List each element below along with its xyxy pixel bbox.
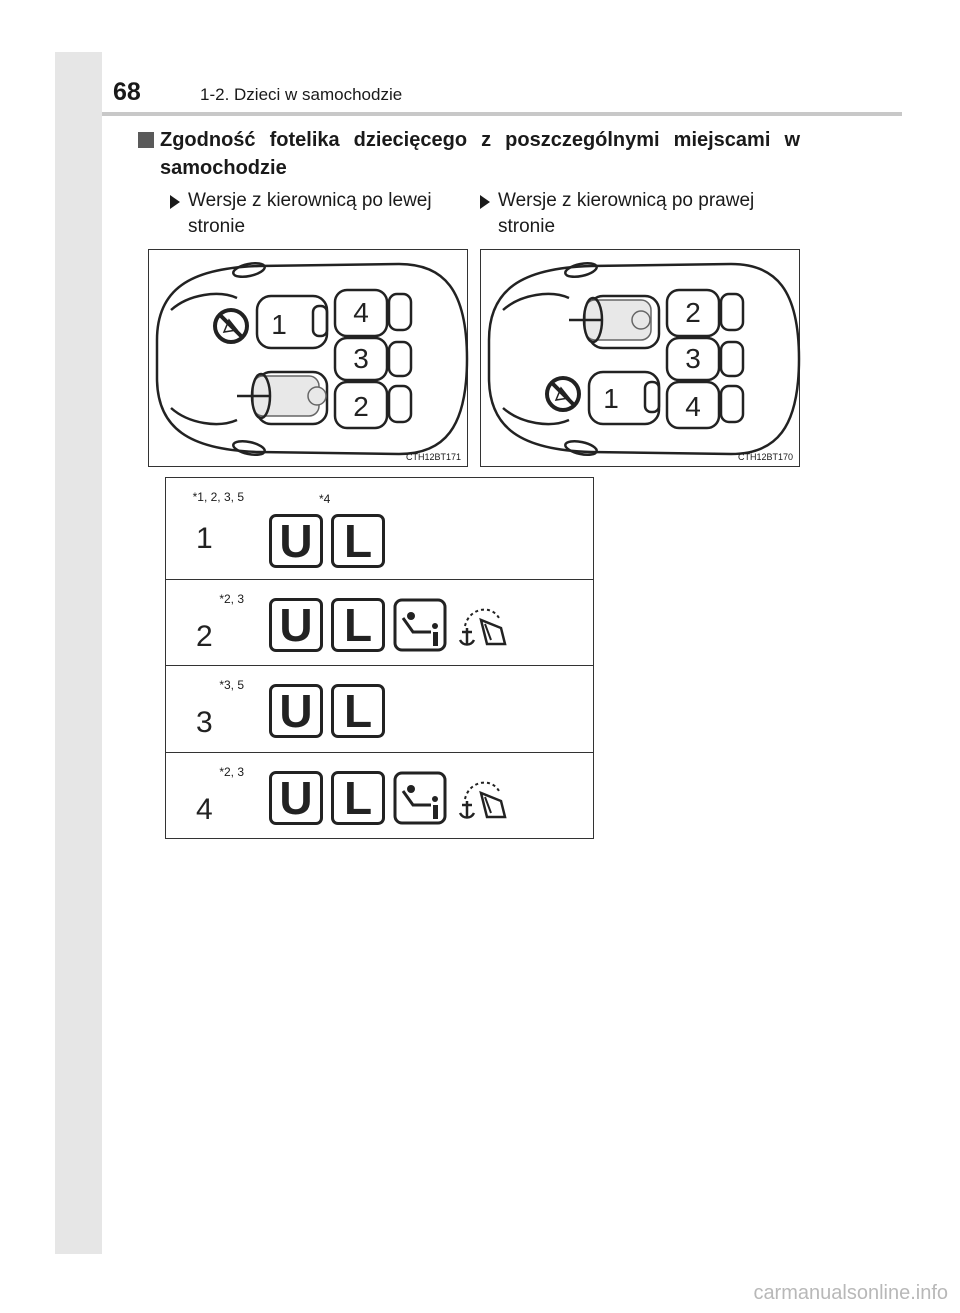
table-row bbox=[166, 579, 593, 665]
footnote-ref: *3, 5 bbox=[219, 678, 244, 692]
footnote-ref: *4 bbox=[319, 492, 331, 506]
triangle-bullet-icon bbox=[480, 195, 490, 209]
isofix-seat-icon bbox=[393, 598, 447, 652]
figure-code: CTH12BT170 bbox=[737, 452, 793, 462]
table-row bbox=[166, 665, 593, 752]
sub-item-left-hand-drive bbox=[170, 188, 470, 240]
triangle-bullet-icon bbox=[170, 195, 180, 209]
car-diagram-right-hand-drive bbox=[480, 249, 800, 467]
car-diagram-left-hand-drive bbox=[148, 249, 468, 467]
sub-item-label: Wersje z kierownicą po lewej stronie bbox=[188, 190, 432, 237]
svg-text:1: 1 bbox=[271, 309, 287, 340]
side-margin-bar bbox=[55, 52, 102, 1254]
seat-number: 3 bbox=[196, 706, 213, 739]
footnote-ref: *2, 3 bbox=[219, 592, 244, 606]
svg-text:2: 2 bbox=[353, 391, 369, 422]
square-bullet-icon bbox=[138, 132, 154, 148]
section-heading: Zgodność fotelika dziecięcego z poszczególnymi miejscami w samochodzie bbox=[160, 129, 800, 179]
figure-code: CTH12BT171 bbox=[405, 452, 461, 462]
svg-text:1: 1 bbox=[603, 383, 619, 414]
seat-compatibility-table bbox=[165, 477, 594, 839]
category-u-icon: U bbox=[269, 514, 323, 568]
category-l-icon: L bbox=[331, 514, 385, 568]
chapter-title: 1-2. Dzieci w samochodzie bbox=[200, 85, 403, 104]
header-rule bbox=[102, 112, 902, 116]
svg-text:2: 2 bbox=[685, 297, 701, 328]
category-icons bbox=[269, 684, 385, 738]
page-number: 68 bbox=[113, 78, 141, 106]
seat-cell bbox=[166, 580, 250, 665]
isofix-seat-icon bbox=[393, 771, 447, 825]
category-u-icon: U bbox=[269, 684, 323, 738]
seat-number: 2 bbox=[196, 620, 213, 653]
svg-text:4: 4 bbox=[353, 297, 369, 328]
sub-item-label: Wersje z kierownicą po prawej stronie bbox=[498, 190, 755, 237]
car-top-view-icon bbox=[481, 250, 801, 468]
category-l-icon: L bbox=[331, 684, 385, 738]
table-row bbox=[166, 752, 593, 838]
svg-text:3: 3 bbox=[353, 343, 369, 374]
top-tether-anchor-icon bbox=[455, 598, 509, 652]
top-tether-anchor-icon bbox=[455, 771, 509, 825]
category-icons bbox=[269, 771, 509, 825]
category-l-icon: L bbox=[331, 771, 385, 825]
svg-text:4: 4 bbox=[685, 391, 701, 422]
category-u-icon: U bbox=[269, 771, 323, 825]
table-row bbox=[166, 478, 593, 579]
seat-number: 1 bbox=[196, 522, 213, 555]
sub-item-right-hand-drive bbox=[480, 188, 800, 240]
footnote-ref: *1, 2, 3, 5 bbox=[192, 490, 244, 504]
svg-text:3: 3 bbox=[685, 343, 701, 374]
category-icons bbox=[269, 514, 385, 568]
category-l-icon: L bbox=[331, 598, 385, 652]
category-u-icon: U bbox=[269, 598, 323, 652]
category-icons bbox=[269, 598, 509, 652]
seat-cell bbox=[166, 666, 250, 752]
footnote-ref: *2, 3 bbox=[219, 765, 244, 779]
watermark: carmanualsonline.info bbox=[753, 1282, 948, 1304]
seat-number: 4 bbox=[196, 793, 213, 826]
seat-cell bbox=[166, 753, 250, 838]
car-top-view-icon bbox=[149, 250, 469, 468]
seat-cell bbox=[166, 478, 250, 579]
